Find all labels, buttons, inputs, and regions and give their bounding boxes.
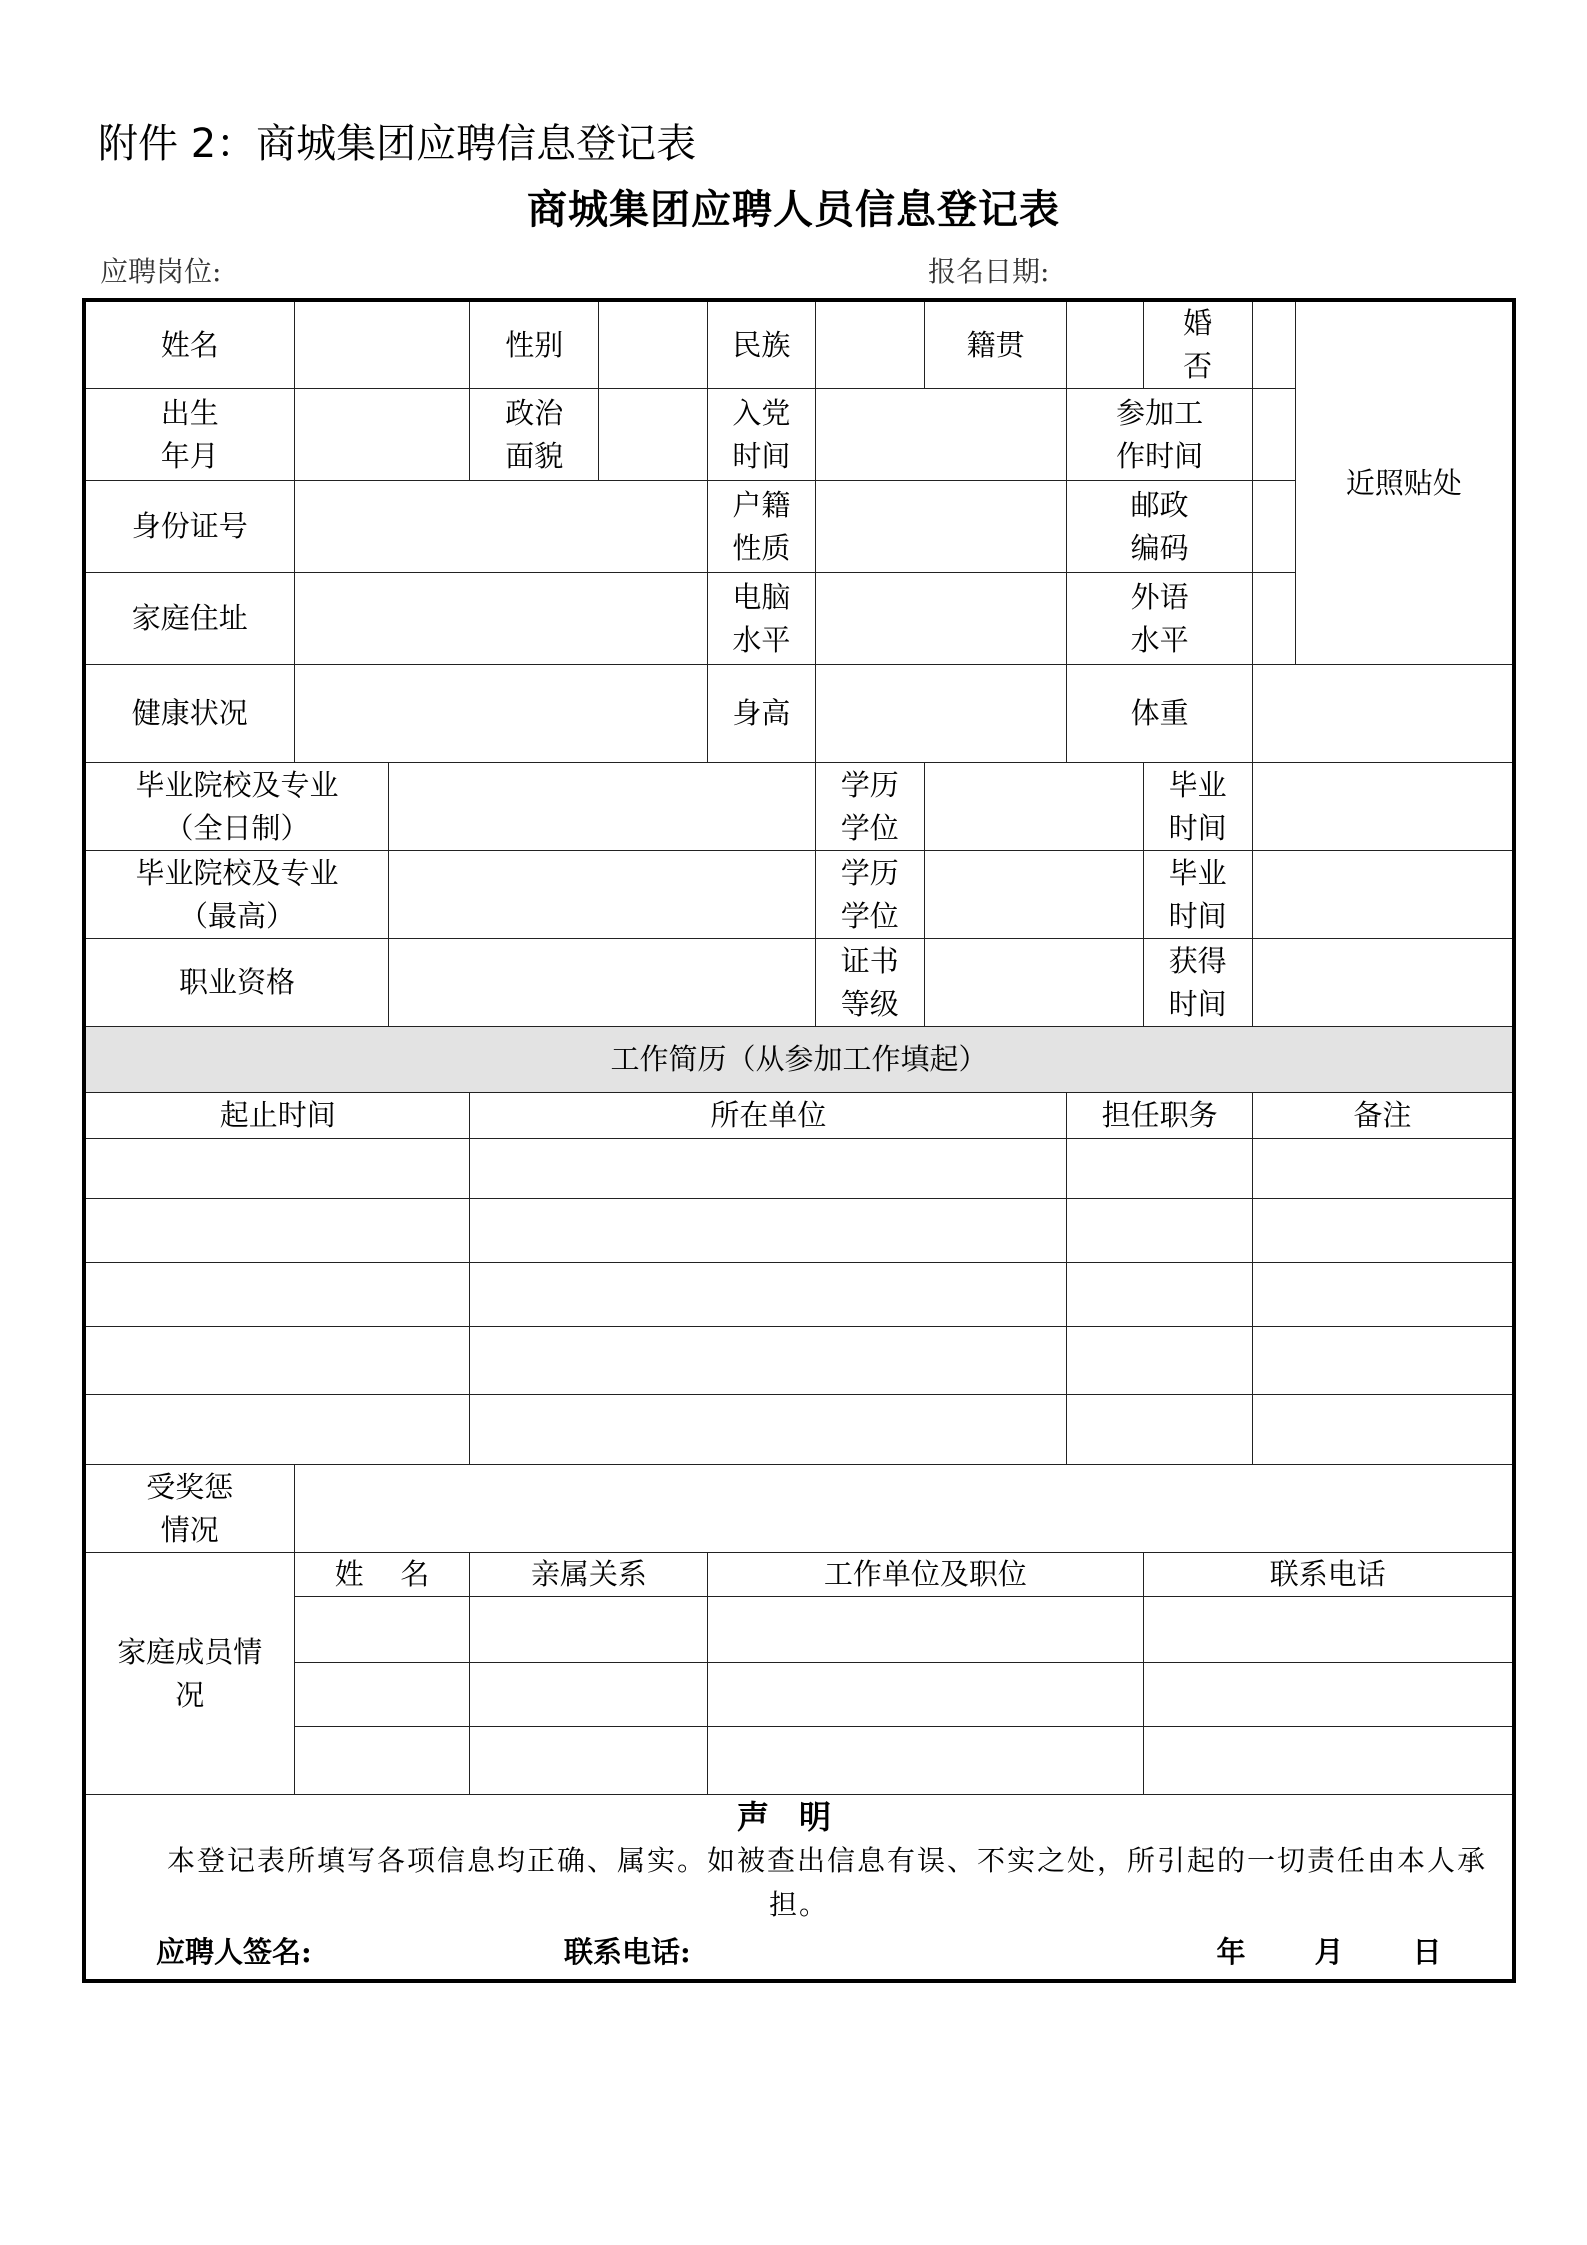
postcode-label: 邮政 编码 (1067, 481, 1252, 573)
work-row (84, 1395, 1514, 1465)
language-label: 外语 水平 (1067, 573, 1252, 665)
family-relation-cell[interactable] (470, 1597, 708, 1663)
month-label: 月 (1314, 1935, 1344, 1969)
declaration-body: 本登记表所填写各项信息均正确、属实。如被查出信息有误、不实之处，所引起的一切责任由本人承担。 (166, 1844, 1487, 1921)
work-col-unit: 所在单位 (470, 1093, 1067, 1139)
family-row (84, 1597, 1514, 1663)
family-work-cell[interactable] (708, 1727, 1143, 1795)
work-period-cell[interactable] (84, 1139, 470, 1199)
ethnicity-field[interactable] (815, 300, 924, 389)
family-label: 家庭成员情 况 (84, 1553, 294, 1795)
fulltime-degree-field[interactable] (924, 763, 1143, 851)
fulltime-school-field[interactable] (388, 763, 815, 851)
photo-area[interactable]: 近照贴处 (1295, 300, 1514, 665)
political-label: 政治 面貌 (470, 389, 599, 481)
family-phone-cell[interactable] (1143, 1597, 1514, 1663)
work-unit-cell[interactable] (470, 1263, 1067, 1327)
position-label: 应聘岗位: (100, 255, 222, 288)
gender-label: 性别 (470, 300, 599, 389)
name-label: 姓名 (84, 300, 294, 389)
work-remark-cell[interactable] (1252, 1199, 1514, 1263)
family-row (84, 1727, 1514, 1795)
family-col-phone: 联系电话 (1143, 1553, 1514, 1597)
family-phone-cell[interactable] (1143, 1727, 1514, 1795)
qualification-label: 职业资格 (84, 939, 388, 1027)
highest-degree-field[interactable] (924, 851, 1143, 939)
address-field[interactable] (294, 573, 708, 665)
row-awards (84, 1465, 1514, 1553)
signature-row (90, 1927, 1508, 1979)
awards-label: 受奖惩 情况 (84, 1465, 294, 1553)
cert-level-field[interactable] (924, 939, 1143, 1027)
work-row (84, 1139, 1514, 1199)
declaration-title: 声明 (736, 1798, 861, 1836)
work-position-cell[interactable] (1067, 1199, 1252, 1263)
family-name-cell[interactable] (294, 1727, 470, 1795)
awards-field[interactable] (294, 1465, 1514, 1553)
marital-field[interactable] (1252, 300, 1295, 389)
work-position-cell[interactable] (1067, 1327, 1252, 1395)
family-phone-cell[interactable] (1143, 1663, 1514, 1727)
family-work-cell[interactable] (708, 1597, 1143, 1663)
highest-degree-label: 学历 学位 (815, 851, 924, 939)
native-place-label: 籍贯 (924, 300, 1067, 389)
family-col-name: 姓 名 (294, 1553, 470, 1597)
highest-grad-field[interactable] (1252, 851, 1514, 939)
fulltime-school-label: 毕业院校及专业 （全日制） (84, 763, 388, 851)
family-col-work: 工作单位及职位 (708, 1553, 1143, 1597)
weight-field[interactable] (1252, 665, 1514, 763)
attachment-title: 附件 2：商城集团应聘信息登记表 (98, 121, 697, 167)
work-section-header (84, 1027, 1514, 1093)
height-field[interactable] (815, 665, 1067, 763)
political-field[interactable] (599, 389, 708, 481)
work-period-cell[interactable] (84, 1327, 470, 1395)
family-relation-cell[interactable] (470, 1727, 708, 1795)
family-columns (84, 1553, 1514, 1597)
family-work-cell[interactable] (708, 1663, 1143, 1727)
work-columns (84, 1093, 1514, 1139)
party-join-field[interactable] (815, 389, 1067, 481)
year-label: 年 (1216, 1935, 1246, 1969)
computer-label: 电脑 水平 (708, 573, 815, 665)
name-field[interactable] (294, 300, 470, 389)
id-number-label: 身份证号 (84, 481, 294, 573)
cert-level-label: 证书 等级 (815, 939, 924, 1027)
computer-field[interactable] (815, 573, 1067, 665)
highest-school-label: 毕业院校及专业 （最高） (84, 851, 388, 939)
highest-grad-label: 毕业 时间 (1143, 851, 1252, 939)
row-health (84, 665, 1514, 763)
work-row (84, 1327, 1514, 1395)
work-section-title: 工作简历（从参加工作填起） (84, 1027, 1514, 1093)
family-col-relation: 亲属关系 (470, 1553, 708, 1597)
work-position-cell[interactable] (1067, 1139, 1252, 1199)
form-title: 商城集团应聘人员信息登记表 (527, 186, 1060, 233)
health-label: 健康状况 (84, 665, 294, 763)
work-unit-cell[interactable] (470, 1395, 1067, 1465)
work-unit-cell[interactable] (470, 1139, 1067, 1199)
declaration-row (84, 1795, 1514, 1982)
work-start-label: 参加工 作时间 (1067, 389, 1252, 481)
work-remark-cell[interactable] (1252, 1327, 1514, 1395)
work-position-cell[interactable] (1067, 1395, 1252, 1465)
birth-field[interactable] (294, 389, 470, 481)
work-unit-cell[interactable] (470, 1199, 1067, 1263)
gender-field[interactable] (599, 300, 708, 389)
work-remark-cell[interactable] (1252, 1395, 1514, 1465)
row-edu-highest (84, 851, 1514, 939)
work-position-cell[interactable] (1067, 1263, 1252, 1327)
work-period-cell[interactable] (84, 1199, 470, 1263)
family-relation-cell[interactable] (470, 1663, 708, 1727)
family-row (84, 1663, 1514, 1727)
row-qualification (84, 939, 1514, 1027)
work-unit-cell[interactable] (470, 1327, 1067, 1395)
work-col-position: 担任职务 (1067, 1093, 1252, 1139)
date-fields (1182, 1931, 1476, 1974)
work-col-remark: 备注 (1252, 1093, 1514, 1139)
language-field[interactable] (1252, 573, 1295, 665)
day-label: 日 (1412, 1935, 1442, 1969)
party-join-label: 入党 时间 (708, 389, 815, 481)
native-place-field[interactable] (1067, 300, 1143, 389)
birth-label: 出生 年月 (84, 389, 294, 481)
work-row (84, 1263, 1514, 1327)
obtain-time-label: 获得 时间 (1143, 939, 1252, 1027)
row-basic-1 (84, 300, 1514, 389)
work-period-cell[interactable] (84, 1395, 470, 1465)
hukou-field[interactable] (815, 481, 1067, 573)
hukou-label: 户籍 性质 (708, 481, 815, 573)
health-field[interactable] (294, 665, 708, 763)
postcode-field[interactable] (1252, 481, 1295, 573)
signature-label: 应聘人签名: (156, 1935, 312, 1969)
work-period-cell[interactable] (84, 1263, 470, 1327)
marital-label: 婚 否 (1143, 300, 1252, 389)
work-remark-cell[interactable] (1252, 1263, 1514, 1327)
work-remark-cell[interactable] (1252, 1139, 1514, 1199)
fulltime-grad-label: 毕业 时间 (1143, 763, 1252, 851)
fulltime-grad-field[interactable] (1252, 763, 1514, 851)
ethnicity-label: 民族 (708, 300, 815, 389)
work-row (84, 1199, 1514, 1263)
row-edu-fulltime (84, 763, 1514, 851)
phone-label: 联系电话: (564, 1935, 691, 1969)
qualification-field[interactable] (388, 939, 815, 1027)
id-number-field[interactable] (294, 481, 708, 573)
registration-table (82, 298, 1516, 1983)
family-name-cell[interactable] (294, 1597, 470, 1663)
fulltime-degree-label: 学历 学位 (815, 763, 924, 851)
address-label: 家庭住址 (84, 573, 294, 665)
work-col-period: 起止时间 (84, 1093, 470, 1139)
declaration-cell (84, 1795, 1514, 1982)
work-start-field[interactable] (1252, 389, 1295, 481)
weight-label: 体重 (1067, 665, 1252, 763)
date-label: 报名日期: (928, 255, 1050, 288)
height-label: 身高 (708, 665, 815, 763)
highest-school-field[interactable] (388, 851, 815, 939)
family-name-cell[interactable] (294, 1663, 470, 1727)
obtain-time-field[interactable] (1252, 939, 1514, 1027)
